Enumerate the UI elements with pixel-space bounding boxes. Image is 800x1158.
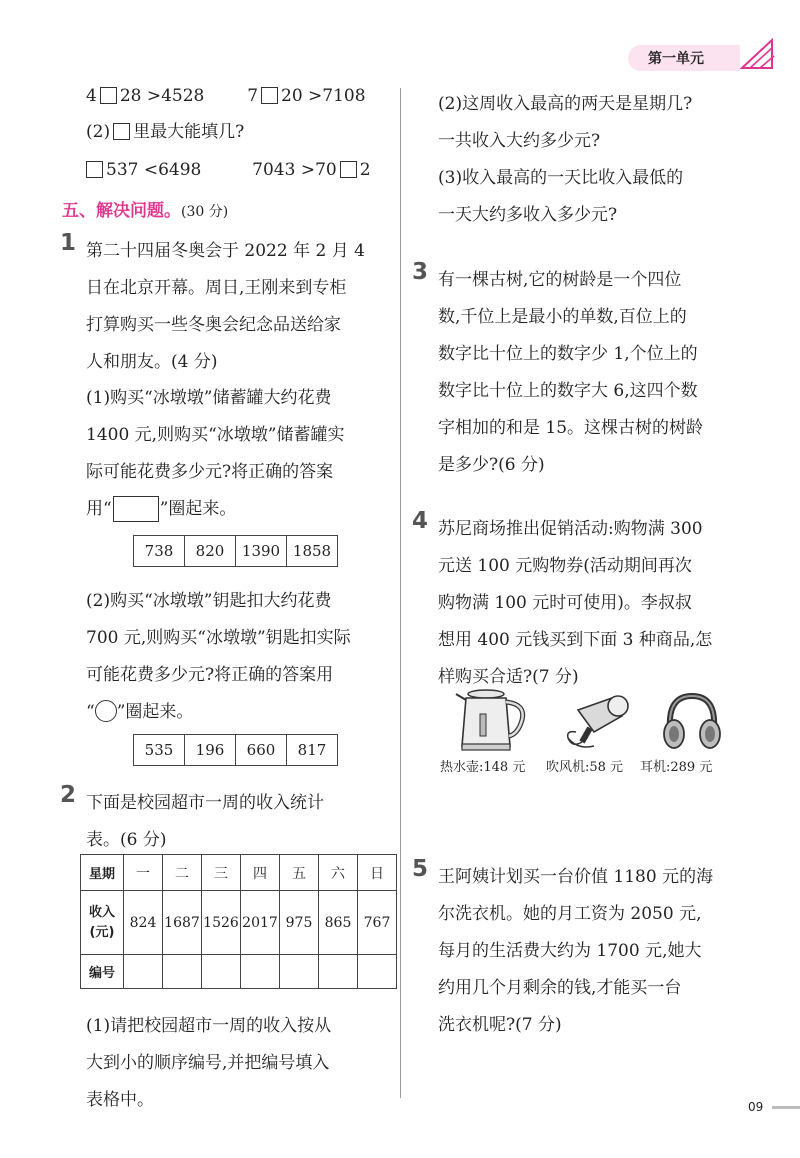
- option-cell[interactable]: 196: [185, 735, 236, 766]
- text-line: 一共收入大约多少元?: [438, 131, 601, 151]
- rank-input-cell[interactable]: [241, 955, 280, 989]
- text-line: 洗衣机呢?(7 分): [438, 1015, 562, 1035]
- rank-input-cell[interactable]: [358, 955, 397, 989]
- day-cell: 四: [241, 855, 280, 891]
- blank-box[interactable]: [86, 161, 103, 178]
- text-line: 王阿姨计划买一台价值 1180 元的海: [438, 867, 714, 887]
- hair-dryer-price: 吹风机:58 元: [546, 760, 624, 775]
- text-line: 是多少?(6 分): [438, 455, 545, 475]
- ruler-triangle-icon: [738, 36, 778, 72]
- options-table-1: [133, 535, 338, 567]
- page-number: 09: [748, 1100, 764, 1114]
- income-cell: 2017: [241, 891, 280, 955]
- text-line: 数字比十位上的数字少 1,个位上的: [438, 344, 698, 364]
- option-cell[interactable]: 660: [236, 735, 287, 766]
- text-line: 约用几个月剩余的钱,才能买一台: [438, 978, 682, 998]
- problem-2-continued: [438, 86, 692, 234]
- text-line: 人和朋友。(4 分): [86, 352, 218, 372]
- text-line: (2)购买“冰墩墩”钥匙扣大约花费: [86, 591, 332, 611]
- q2-text: 里最大能填几?: [133, 122, 245, 142]
- text-line: (3)收入最高的一天比收入最低的: [438, 168, 684, 188]
- headphones-price: 耳机:289 元: [640, 760, 713, 775]
- text-line: 1400 元,则购买“冰墩墩”储蓄罐实: [86, 425, 345, 445]
- row-header: 编号: [81, 955, 124, 989]
- text-line: 元送 100 元购物券(活动期间再次: [438, 556, 692, 576]
- text-line: [86, 491, 344, 528]
- compare-text: 537 <6498: [106, 160, 202, 180]
- answer-rect-marker: [113, 496, 159, 522]
- option-cell[interactable]: 820: [185, 536, 236, 567]
- text-line: (1)购买“冰墩墩”储蓄罐大约花费: [86, 388, 332, 408]
- rank-input-cell[interactable]: [124, 955, 163, 989]
- day-cell: 一: [124, 855, 163, 891]
- problem-2-stem: [86, 785, 324, 859]
- compare-text: 7: [247, 86, 259, 106]
- option-cell[interactable]: 1858: [287, 536, 338, 567]
- row-header-line: 收入: [88, 904, 115, 920]
- income-cell: 1526: [202, 891, 241, 955]
- text-line: 际可能花费多少元?将正确的答案: [86, 462, 334, 482]
- text-line: 样购买合适?(7 分): [438, 667, 579, 687]
- income-cell: 865: [319, 891, 358, 955]
- text-fragment: “: [86, 702, 95, 722]
- headphones-icon: [660, 690, 724, 752]
- text-line: [86, 694, 351, 731]
- q2-label: [86, 122, 244, 142]
- answer-circle-marker: [95, 700, 117, 722]
- text-line: 数字比十位上的数字大 6,这四个数: [438, 381, 698, 401]
- text-line: 700 元,则购买“冰墩墩”钥匙扣实际: [86, 628, 351, 648]
- problem-5-stem: [438, 859, 713, 1044]
- text-line: (2)这周收入最高的两天是星期几?: [438, 94, 693, 114]
- options-table-2: [133, 734, 338, 766]
- text-line: 字相加的和是 15。这棵古树的树龄: [438, 418, 704, 438]
- option-cell[interactable]: 817: [287, 735, 338, 766]
- option-cell[interactable]: 535: [134, 735, 185, 766]
- compare-text: 4: [86, 86, 97, 106]
- problem-number: 2: [60, 782, 77, 808]
- kettle-price: 热水壶:148 元: [440, 760, 526, 775]
- section-score: (30 分): [181, 204, 229, 220]
- compare-row-2: [86, 160, 371, 180]
- text-line: 打算购买一些冬奥会纪念品送给家: [86, 315, 341, 335]
- text-line: 日在北京开幕。周日,王刚来到专柜: [86, 278, 347, 298]
- rank-input-cell[interactable]: [280, 955, 319, 989]
- problem-number: 3: [412, 259, 429, 285]
- rank-input-cell[interactable]: [319, 955, 358, 989]
- day-cell: 二: [163, 855, 202, 891]
- problem-number: 5: [412, 856, 429, 882]
- text-line: 大到小的顺序编号,并把编号填入: [86, 1053, 330, 1073]
- text-line: 可能花费多少元?将正确的答案用: [86, 665, 334, 685]
- blank-box[interactable]: [261, 87, 278, 104]
- row-header: 星期: [81, 855, 124, 891]
- text-line: 第二十四届冬奥会于 2022 年 2 月 4: [86, 241, 365, 261]
- income-cell: 767: [358, 891, 397, 955]
- compare-text: 28 >4528: [119, 86, 205, 106]
- compare-text: 7043 >70: [252, 160, 337, 180]
- hair-dryer-icon: [564, 690, 634, 752]
- income-cell: 1687: [163, 891, 202, 955]
- text-line: 尔洗衣机。她的月工资为 2050 元,: [438, 904, 702, 924]
- problem-1-stem: [86, 233, 365, 381]
- problem-number: 1: [60, 230, 77, 256]
- text-line: 一天大约多收入多少元?: [438, 205, 618, 225]
- text-line: 购物满 100 元时可使用)。李叔叔: [438, 593, 692, 613]
- text-fragment: 用“: [86, 499, 112, 519]
- kettle-icon: [452, 686, 532, 752]
- problem-number: 4: [412, 508, 429, 534]
- text-line: 有一棵古树,它的树龄是一个四位: [438, 270, 682, 290]
- rank-input-cell[interactable]: [163, 955, 202, 989]
- income-cell: 975: [280, 891, 319, 955]
- section-heading: [62, 196, 228, 221]
- text-line: 下面是校园超市一周的收入统计: [86, 793, 324, 813]
- day-cell: 三: [202, 855, 241, 891]
- compare-text: 20 >7108: [281, 86, 366, 106]
- row-header-line: (元): [89, 924, 115, 940]
- q2-prefix: (2): [86, 122, 111, 142]
- row-header: [81, 891, 124, 955]
- rank-input-cell[interactable]: [202, 955, 241, 989]
- text-line: 想用 400 元钱买到下面 3 种商品,怎: [438, 630, 713, 650]
- problem-1-sub-2: [86, 583, 351, 731]
- day-cell: 日: [358, 855, 397, 891]
- problem-1-sub-1: [86, 380, 344, 528]
- text-line: 苏尼商场推出促销活动:购物满 300: [438, 519, 703, 539]
- text-line: 表。(6 分): [86, 830, 167, 850]
- footer-rule: [772, 1106, 800, 1109]
- problem-3-stem: [438, 262, 703, 484]
- text-line: (1)请把校园超市一周的收入按从: [86, 1016, 332, 1036]
- option-cell[interactable]: 738: [134, 536, 185, 567]
- text-line: 表格中。: [86, 1090, 154, 1110]
- column-divider: [400, 88, 401, 1098]
- option-cell[interactable]: 1390: [236, 536, 287, 567]
- income-table: [80, 854, 397, 989]
- text-line: 数,千位上是最小的单数,百位上的: [438, 307, 687, 327]
- income-cell: 824: [124, 891, 163, 955]
- unit-title: 第一单元: [648, 51, 704, 67]
- section-title: 五、解决问题。: [62, 201, 181, 221]
- day-cell: 五: [280, 855, 319, 891]
- text-fragment: ”圈起来。: [116, 702, 194, 722]
- compare-text: 2: [359, 160, 371, 180]
- problem-4-stem: [438, 511, 712, 696]
- text-line: 每月的生活费大约为 1700 元,她大: [438, 941, 702, 961]
- problem-2-sub-1: [86, 1008, 331, 1119]
- compare-row-1: [86, 86, 366, 106]
- blank-box[interactable]: [100, 87, 117, 104]
- blank-box: [113, 123, 130, 140]
- blank-box[interactable]: [340, 161, 357, 178]
- day-cell: 六: [319, 855, 358, 891]
- text-fragment: ”圈起来。: [159, 499, 237, 519]
